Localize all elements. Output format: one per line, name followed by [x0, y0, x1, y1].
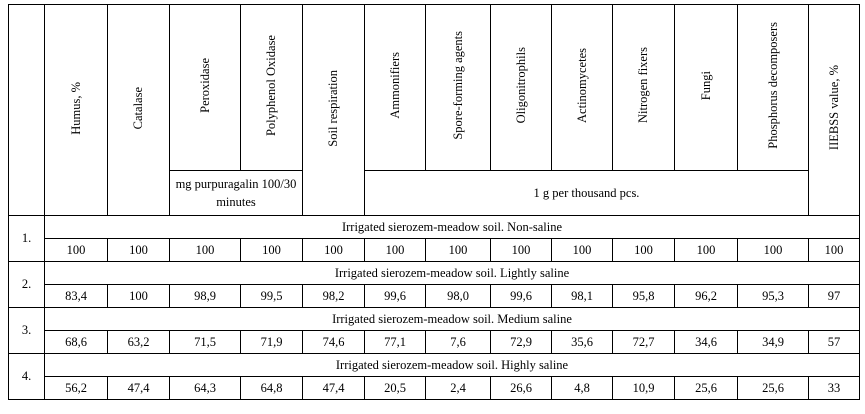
value-cell: 56,2 [45, 377, 108, 400]
col-header-peroxidase [170, 5, 241, 171]
group-title-cell: Irrigated sierozem-meadow soil. Non-saline [45, 216, 860, 239]
value-cell: 100 [738, 239, 809, 262]
value-cell: 35,6 [552, 331, 613, 354]
group-title-cell: Irrigated sierozem-meadow soil. Highly saline [45, 354, 860, 377]
group-title-row [9, 308, 860, 331]
col-header-label: IIEBSS value, % [826, 65, 841, 151]
value-cell: 100 [303, 239, 365, 262]
value-cell: 98,9 [170, 285, 241, 308]
value-cell: 98,0 [426, 285, 491, 308]
value-cell: 34,9 [738, 331, 809, 354]
col-header-label: Catalase [131, 86, 145, 130]
col-header-label: Phosphorus decomposers [765, 22, 780, 149]
value-cell: 47,4 [303, 377, 365, 400]
col-header-actinomycetes [552, 5, 613, 171]
group-index-cell: 1. [9, 216, 45, 262]
group-index-cell: 3. [9, 308, 45, 354]
value-cell: 95,3 [738, 285, 809, 308]
col-header-label: Ammonifiers [387, 52, 402, 119]
group-title-row [9, 354, 860, 377]
value-cell: 64,3 [170, 377, 241, 400]
value-cell: 97 [809, 285, 860, 308]
col-header-soil-respiration [303, 5, 365, 216]
col-header-polyphenol-oxidase [241, 5, 303, 171]
value-cell: 100 [613, 239, 675, 262]
value-cell: 100 [426, 239, 491, 262]
value-cell: 7,6 [426, 331, 491, 354]
value-cell: 95,8 [613, 285, 675, 308]
value-cell: 71,9 [241, 331, 303, 354]
col-header-label: Humus, % [68, 81, 83, 135]
group-index-cell: 4. [9, 354, 45, 400]
group-title-cell: Irrigated sierozem-meadow soil. Medium saline [45, 308, 860, 331]
value-cell: 100 [675, 239, 738, 262]
group-title-row [9, 262, 860, 285]
value-cell: 20,5 [365, 377, 426, 400]
col-header-iiebss [809, 5, 860, 216]
col-header-label: Spore-forming agents [450, 31, 465, 140]
value-cell: 72,7 [613, 331, 675, 354]
value-cell: 57 [809, 331, 860, 354]
col-header-label: Actinomycetes [574, 48, 589, 123]
value-cell: 72,9 [491, 331, 552, 354]
soil-indicators-table [8, 4, 860, 400]
micro-units-cell: 1 g per thousand pcs. [365, 171, 809, 216]
col-header-label: Fungi [698, 70, 713, 101]
col-header-humus [45, 5, 108, 216]
value-cell: 4,8 [552, 377, 613, 400]
value-cell: 100 [170, 239, 241, 262]
col-header-label: Peroxidase [197, 58, 212, 113]
col-header-label: Oligonitrophils [513, 47, 528, 124]
group-values-row [9, 331, 860, 354]
col-header-label: Nitrogen fixers [636, 47, 650, 124]
groups-body [9, 216, 860, 400]
value-cell: 47,4 [108, 377, 170, 400]
value-cell: 100 [491, 239, 552, 262]
value-cell: 74,6 [303, 331, 365, 354]
value-cell: 63,2 [108, 331, 170, 354]
group-title-row [9, 216, 860, 239]
col-header-oligonitrophils [491, 5, 552, 171]
value-cell: 77,1 [365, 331, 426, 354]
index-header-cell [9, 5, 45, 216]
value-cell: 100 [809, 239, 860, 262]
value-cell: 100 [108, 239, 170, 262]
value-cell: 98,1 [552, 285, 613, 308]
group-values-row [9, 377, 860, 400]
value-cell: 100 [45, 239, 108, 262]
col-header-phosphorus-decomposers [738, 5, 809, 171]
value-cell: 98,2 [303, 285, 365, 308]
value-cell: 33 [809, 377, 860, 400]
col-header-fungi [675, 5, 738, 171]
col-header-catalase [108, 5, 170, 216]
value-cell: 25,6 [738, 377, 809, 400]
value-cell: 2,4 [426, 377, 491, 400]
value-cell: 100 [108, 285, 170, 308]
value-cell: 99,6 [491, 285, 552, 308]
group-values-row [9, 239, 860, 262]
value-cell: 71,5 [170, 331, 241, 354]
group-index-cell: 2. [9, 262, 45, 308]
col-header-spore-forming [426, 5, 491, 171]
value-cell: 26,6 [491, 377, 552, 400]
group-values-row [9, 285, 860, 308]
col-header-nitrogen-fixers [613, 5, 675, 171]
value-cell: 96,2 [675, 285, 738, 308]
value-cell: 64,8 [241, 377, 303, 400]
value-cell: 34,6 [675, 331, 738, 354]
value-cell: 99,6 [365, 285, 426, 308]
value-cell: 10,9 [613, 377, 675, 400]
value-cell: 25,6 [675, 377, 738, 400]
value-cell: 100 [241, 239, 303, 262]
value-cell: 83,4 [45, 285, 108, 308]
col-header-label: Soil respiration [326, 69, 340, 147]
value-cell: 100 [552, 239, 613, 262]
col-header-ammonifiers [365, 5, 426, 171]
group-title-cell: Irrigated sierozem-meadow soil. Lightly saline [45, 262, 860, 285]
enzyme-units-cell: mg purpuragalin 100/30 minutes [170, 171, 303, 216]
col-header-label: Polyphenol Oxidase [264, 34, 278, 137]
value-cell: 99,5 [241, 285, 303, 308]
value-cell: 100 [365, 239, 426, 262]
value-cell: 68,6 [45, 331, 108, 354]
header-row [9, 5, 860, 171]
